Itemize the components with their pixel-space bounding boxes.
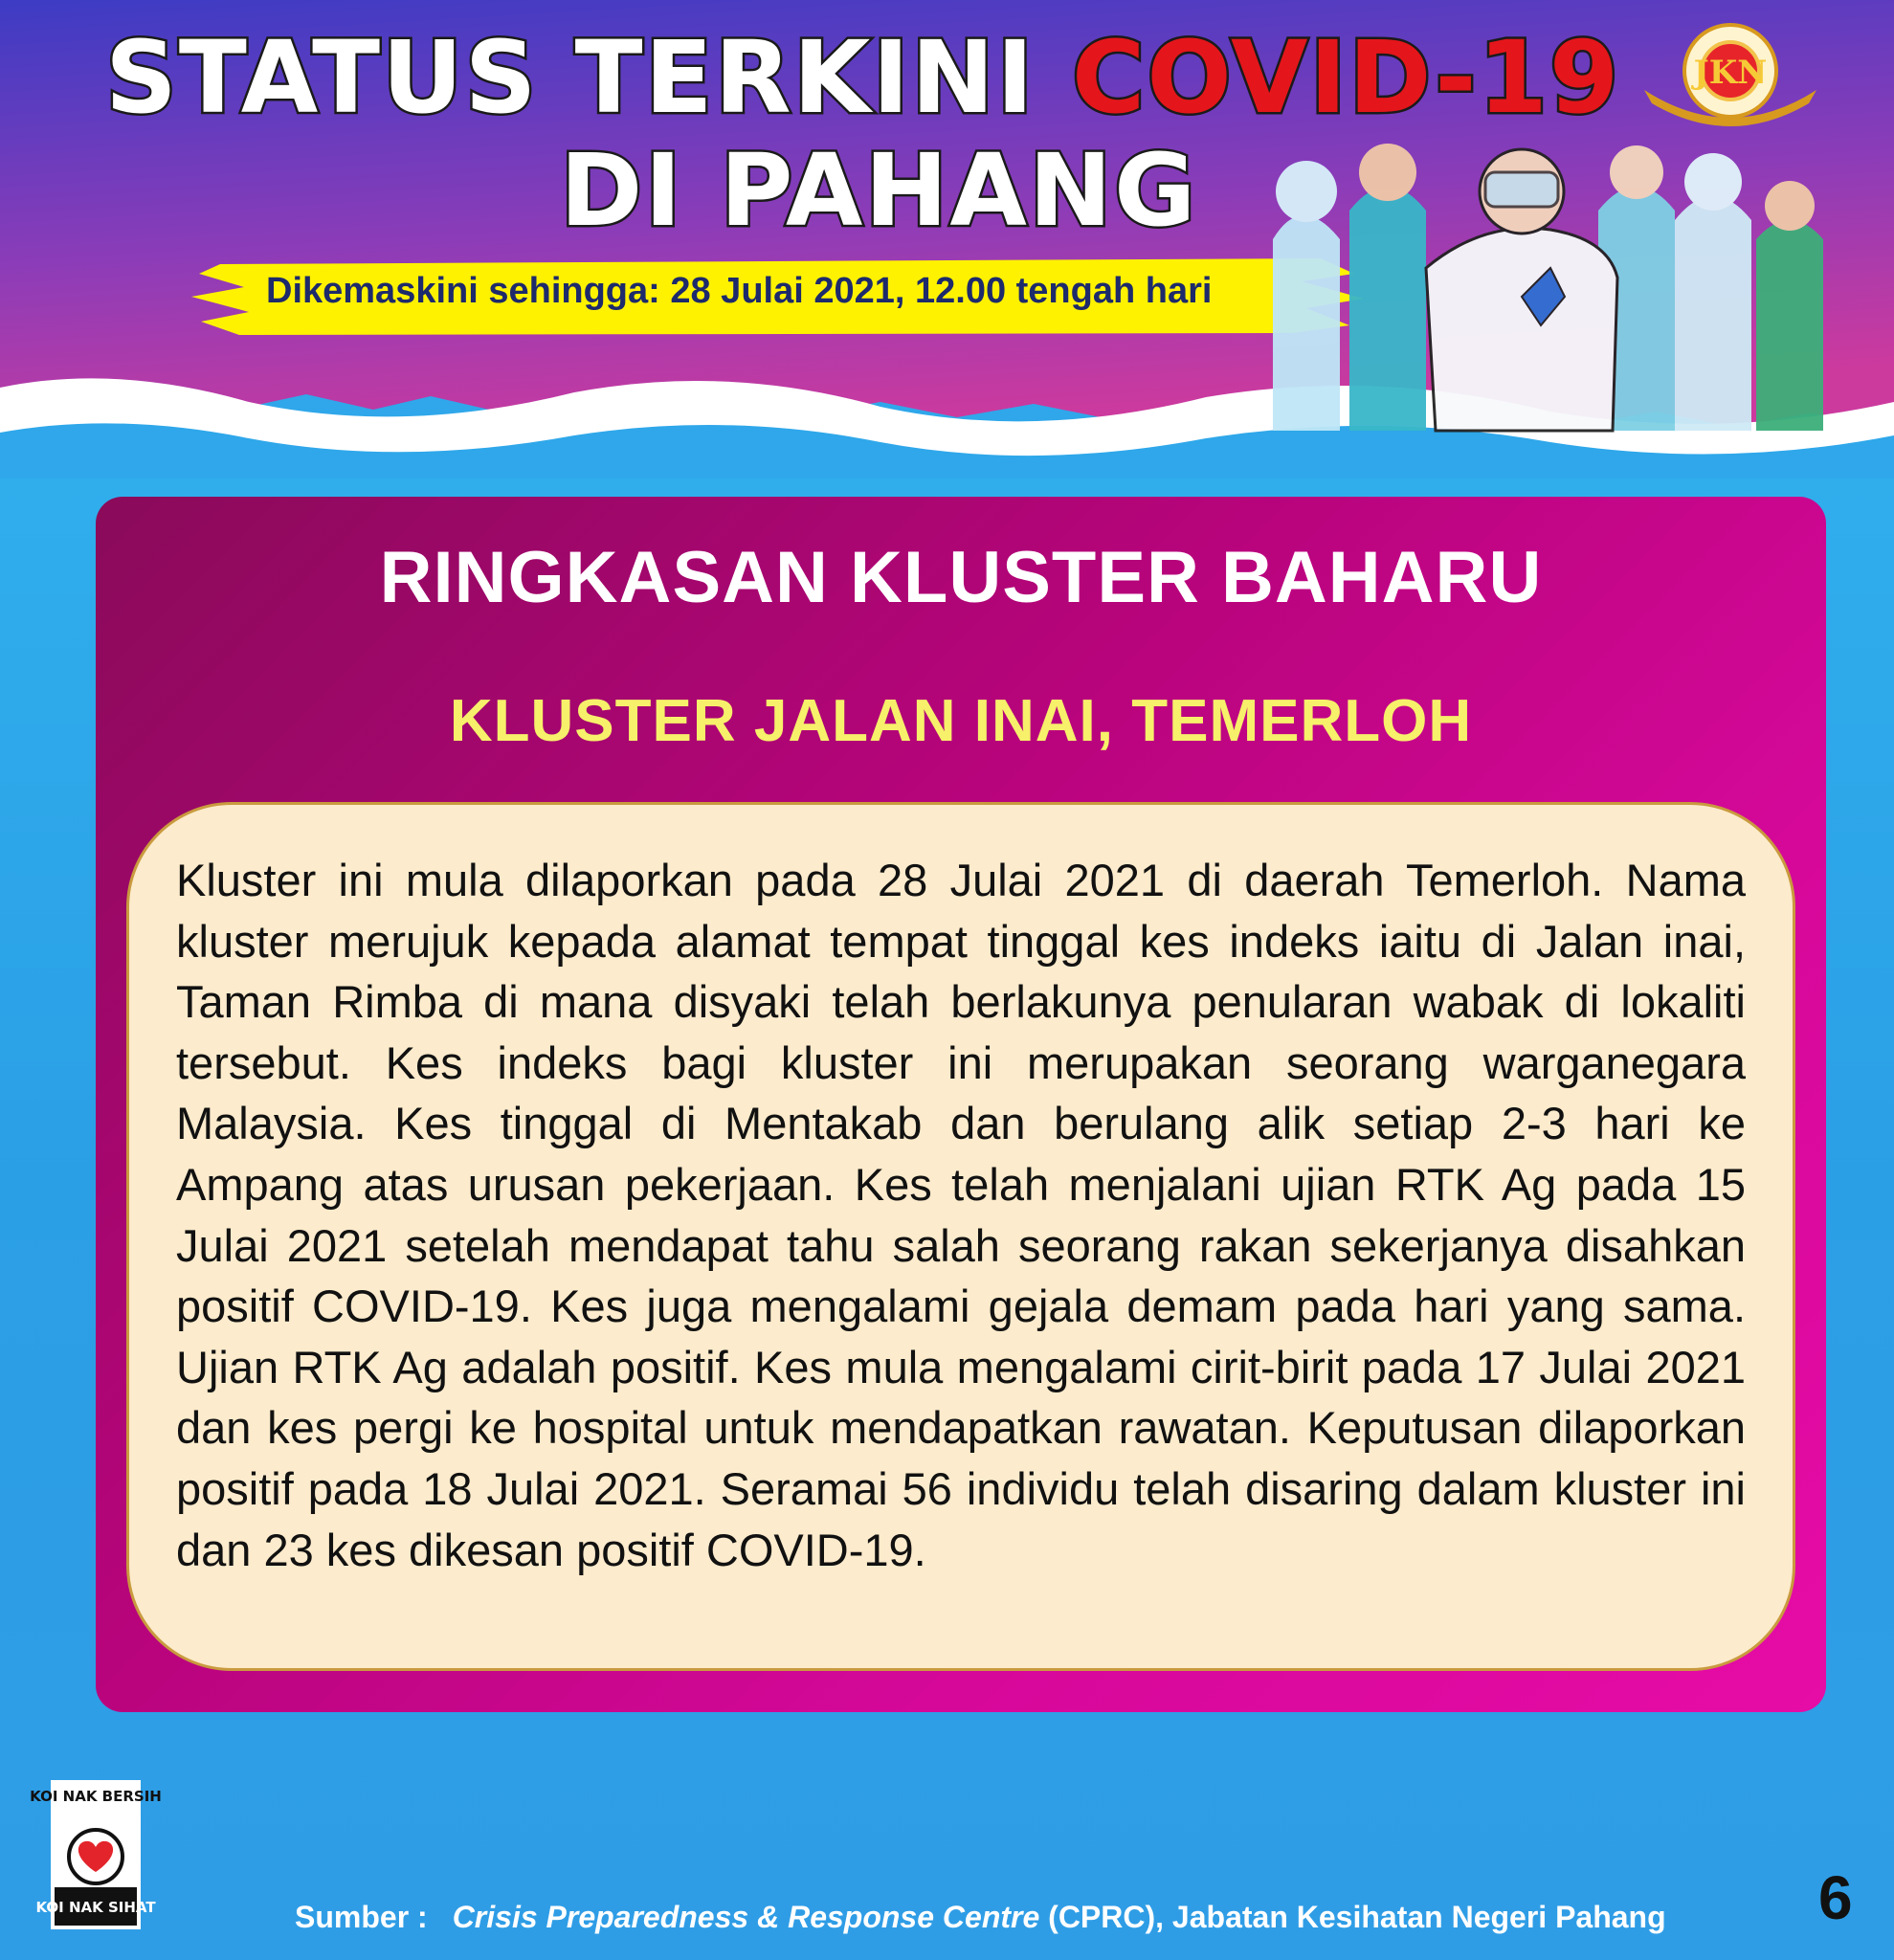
main-title-line1 xyxy=(105,19,1620,136)
cluster-description: Kluster ini mula dilaporkan pada 28 Julai 2021 di daerah Temerloh. Nama kluster merujuk kepada alamat tempat tinggal kes indeks iaitu di Jalan inai, Taman Rimba di mana disyaki telah berlakunya penularan wabak di lokaliti tersebut. Kes indeks bagi kluster ini merupakan seorang warganegara Malaysia. Kes tinggal di Mentakab dan berulang alik setiap 2-3 hari ke Ampang atas urusan pekerjaan. Kes telah menjalani ujian RTK Ag pada 15 Julai 2021 setelah mendapat tahu salah seorang rakan sekerjanya disahkan positif COVID-19. Kes juga mengalami gejala demam pada hari yang sama. Ujian RTK Ag adalah positif. Kes mula mengalami cirit-birit pada 17 Julai 2021 dan kes pergi ke hospital untuk mendapatkan rawatan. Keputusan dilaporkan positif pada 18 Julai 2021. Seramai 56 individu telah disaring dalam kluster ini dan 23 kes dikesan positif COVID-19. xyxy=(176,855,1746,1575)
title-status-terkini: STATUS TERKINI xyxy=(105,19,1036,136)
source-credit xyxy=(295,1900,1666,1935)
jkn-logo-icon xyxy=(1635,21,1826,134)
main-title-line2: DI PAHANG xyxy=(560,132,1198,249)
source-org-italic: Crisis Preparedness & Response Centre xyxy=(452,1900,1040,1934)
koi-nak-sihat-badge-icon xyxy=(30,1780,162,1929)
badge-top-text: KOI NAK BERSIH xyxy=(30,1788,162,1805)
source-label: Sumber : xyxy=(295,1900,428,1934)
healthcare-workers-illustration xyxy=(1235,134,1838,431)
source-org-rest: (CPRC), Jabatan Kesihatan Negeri Pahang xyxy=(1039,1900,1666,1934)
update-timestamp: Dikemaskini sehingga: 28 Julai 2021, 12.00 tengah hari xyxy=(266,271,1213,311)
title-covid19: COVID-19 xyxy=(1072,19,1621,136)
page-number: 6 xyxy=(1818,1863,1853,1932)
cluster-name: KLUSTER JALAN INAI, TEMERLOH xyxy=(449,688,1473,754)
card-title: RINGKASAN KLUSTER BAHARU xyxy=(379,537,1543,618)
badge-bottom-text: KOI NAK SIHAT xyxy=(35,1899,156,1916)
logo-text: JKN xyxy=(1693,54,1768,92)
